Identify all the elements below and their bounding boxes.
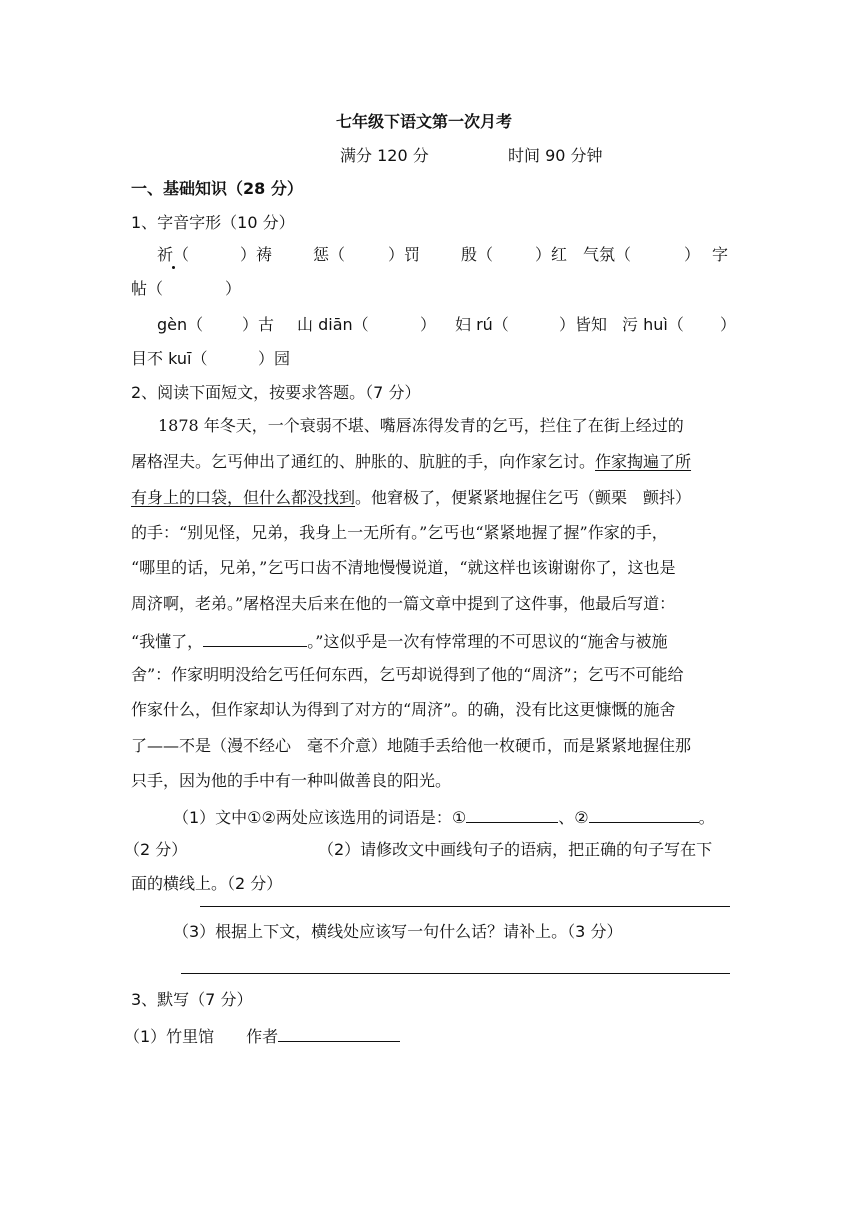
passage-line: “我懂了， 。”这似乎是一次有悖常理的不可思议的“施舍与被施 xyxy=(131,632,668,651)
passage-line: “哪里的话，兄弟，”乞丐口齿不清地慢慢说道，“就这样也该谢谢你了，这也是 xyxy=(131,558,676,577)
item-text: ）祷 xyxy=(240,245,273,264)
item-text: ）皆知 xyxy=(559,315,608,334)
item-text: 气氛（ xyxy=(583,245,632,264)
subquestion-3: （3）根据上下文，横线处应该写一句什么话？请补上。（3 分） xyxy=(173,922,623,941)
passage-line: 舍”：作家明明没给乞丐任何东西，乞丐却说得到了他的“周济”；乞丐不可能给 xyxy=(131,665,684,684)
answer-blank[interactable] xyxy=(203,630,307,647)
passage-line: 作家什么，但作家却认为得到了对方的“周济”。的确，没有比这更慷慨的施舍 xyxy=(131,700,676,719)
item-text: 祈（ xyxy=(157,245,190,264)
passage-line: 周济啊，老弟。”屠格涅夫后来在他的一篇文章中提到了这件事，他最后写道： xyxy=(131,594,676,613)
passage-line: 只手，因为他的手中有一种叫做善良的阳光。 xyxy=(131,771,452,790)
passage-line: 有身上的口袋，但什么都没找到。他窘极了，便紧紧地握住乞丐（颤栗 颤抖） xyxy=(131,488,692,507)
item-text: ） xyxy=(684,245,701,264)
item-text: ）园 xyxy=(258,349,291,368)
item-text: 惩（ xyxy=(313,245,346,264)
item-text: ）红 xyxy=(535,245,568,264)
underlined-sentence: 作家掏遍了所 xyxy=(595,452,692,471)
subquestion-1: （1）文中①②两处应该选用的词语是：① 、② 。 xyxy=(173,808,715,827)
item-text: ） xyxy=(225,279,242,298)
subquestion-3-1: （1）竹里馆 作者 xyxy=(124,1025,400,1047)
passage-line: 屠格涅夫。乞丐伸出了通红的、肿胀的、肮脏的手，向作家乞讨。作家掏遍了所 xyxy=(131,452,692,471)
question-3-title: 3、默写（7 分） xyxy=(131,990,253,1009)
subquestion-2-cont: 面的横线上。（2 分） xyxy=(131,874,283,893)
answer-blank-1[interactable] xyxy=(466,806,558,823)
item-text: 目不 kuī（ xyxy=(131,349,208,368)
passage-line: 1878 年冬天，一个衰弱不堪、嘴唇冻得发青的乞丐，拦住了在街上经过的 xyxy=(158,416,684,435)
exam-time: 时间 90 分钟 xyxy=(508,146,603,165)
item-text: 污 huì（ xyxy=(622,315,684,334)
item-text: 妇 rú（ xyxy=(455,315,509,334)
answer-line-2[interactable] xyxy=(200,906,730,907)
subquestion-1-score: （2 分） xyxy=(124,840,188,859)
answer-blank-2[interactable] xyxy=(589,806,699,823)
item-text: ）古 xyxy=(242,315,275,334)
author-blank[interactable] xyxy=(278,1025,400,1042)
passage-line: 的手：“别见怪，兄弟，我身上一无所有。”乞丐也“紧紧地握了握”作家的手， xyxy=(131,523,668,542)
question-2-title: 2、阅读下面短文，按要求答题。（7 分） xyxy=(131,383,421,402)
subquestion-2: （2）请修改文中画线句子的语病，把正确的句子写在下 xyxy=(318,840,713,859)
item-text: 山 diān（ xyxy=(297,315,369,334)
section-heading: 一、基础知识（28 分） xyxy=(131,179,303,198)
page-title: 七年级下语文第一次月考 xyxy=(336,112,513,131)
question-1-title: 1、字音字形（10 分） xyxy=(131,213,295,232)
item-text: ） xyxy=(720,315,737,334)
full-score: 满分 120 分 xyxy=(340,146,429,165)
item-text: ）罚 xyxy=(388,245,421,264)
passage-line: 了——不是（漫不经心 毫不介意）地随手丢给他一枚硬币，而是紧紧地握住那 xyxy=(131,736,692,755)
underlined-sentence: 有身上的口袋，但什么都没找到 xyxy=(131,488,356,507)
answer-line-3[interactable] xyxy=(181,973,730,974)
item-text: 帖（ xyxy=(131,279,164,298)
item-text: 殷（ xyxy=(461,245,494,264)
item-text: 字 xyxy=(712,245,729,264)
item-text: gèn（ xyxy=(157,315,204,334)
item-text: ） xyxy=(420,315,437,334)
